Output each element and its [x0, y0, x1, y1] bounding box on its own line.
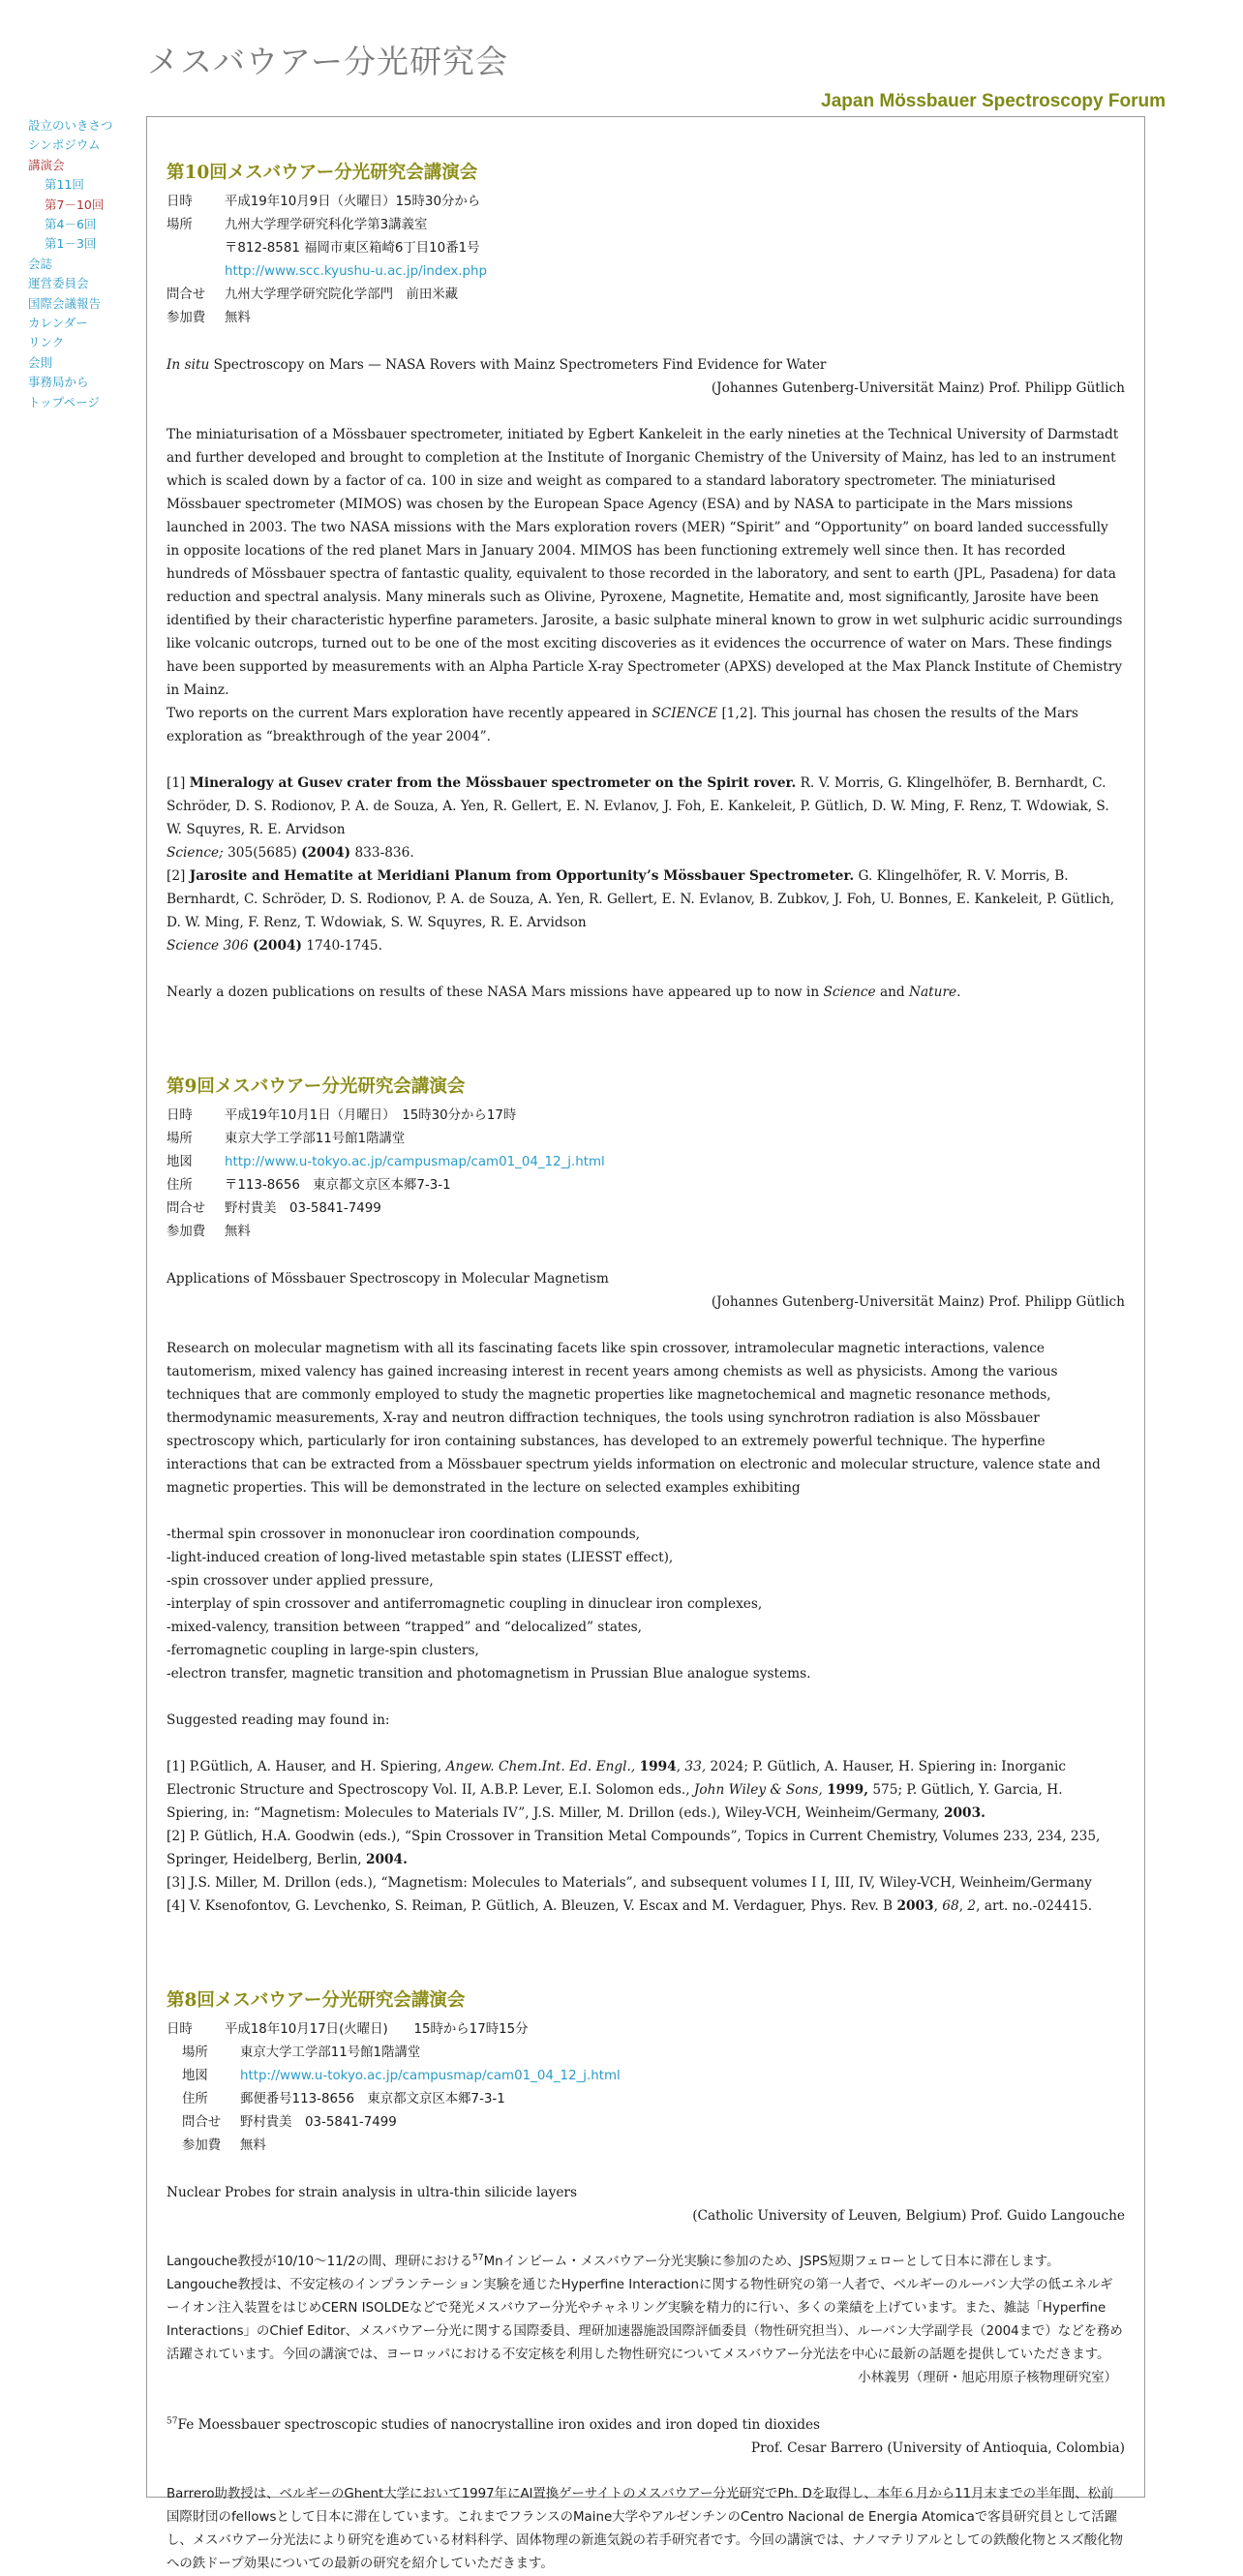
info-label: 参加費 — [167, 311, 206, 325]
event-info — [167, 2018, 1125, 2042]
topic-item: -light-induced creation of long-lived metastable spin states (LIESST effect), — [167, 1550, 674, 1565]
reading-1: [1] P.Gütlich, A. Hauser, and H. Spiering, Angew. Chem.Int. Ed. Engl., 1994, 33, 2024; P. Gütlich, A. Hauser, H. Spiering in: Inorganic Electronic Structure and Spectroscopy Vol. II, A.B.P. Lever, E.I. Solomon eds., John Wiley & Sons, 1999, 575; P. Gütlich, Y. Garcia, H. Spiering, in: “Magnetism: Molecules to Materials IV”, J.S. Miller, M. Drillon (eds.), Wiley-VCH, Weinheim/Germany, 2003. — [167, 1759, 1067, 1821]
sidebar-item-bylaws[interactable]: 会則 — [28, 354, 53, 370]
speaker: (Johannes Gutenberg-Universität Mainz) Prof. Philipp Gütlich — [711, 1294, 1125, 1310]
event-info — [167, 191, 1125, 330]
sidebar-item-links[interactable]: リンク — [28, 335, 65, 350]
lecture-title: Nuclear Probes for strain analysis in ultra-thin silicide layers — [167, 2185, 577, 2200]
abstract-reports: Two reports on the current Mars exploration have recently appeared in SCIENCE [1,2]. This journal has chosen the results of the Mars exploration as “breakthrough of the year 2004”. — [167, 706, 1078, 744]
reference-1: [1] Mineralogy at Gusev crater from the Mössbauer spectrometer on the Spirit rover. R. V. Morris, G. Klingelhöfer, B. Bernhardt, C. Schröder, D. S. Rodionov, P. A. de Souza, A. Yen, R. Gellert, E. N. Evlanov, J. Foh, E. Kankeleit, P. Gütlich, D. W. Ming, F. Renz, T. Wdowiak, S. W. Squyres, R. E. Arvidson — [167, 775, 1109, 837]
info-label: 住所 — [167, 1178, 193, 1193]
section-title: 第9回メスバウアー分光研究会講演会 — [167, 1076, 466, 1097]
speaker: (Catholic University of Leuven, Belgium) Prof. Guido Langouche — [692, 2208, 1125, 2224]
venue-link[interactable]: http://www.scc.kyushu-u.ac.jp/index.php — [225, 264, 488, 279]
sidebar-item-lecture-1-3[interactable]: 第1－3回 — [45, 236, 97, 252]
event-date: 平成19年10月1日（月曜日） 15時30分から17時 — [225, 1108, 517, 1123]
map-link[interactable]: http://www.u-tokyo.ac.jp/campusmap/cam01_04_12_j.html — [225, 1155, 605, 1169]
sidebar-item-top[interactable]: トップページ — [28, 394, 100, 409]
event-date: 平成18年10月17日(火曜日) 15時から17時15分 — [225, 2022, 529, 2037]
info-label: 場所 — [167, 1132, 193, 1146]
lecture-title: Applications of Mössbauer Spectroscopy in Molecular Magnetism — [167, 1271, 609, 1287]
sidebar-nav — [28, 116, 164, 412]
reference-2: [2] Jarosite and Hematite at Meridiani Planum from Opportunity’s Mössbauer Spectrometer. G. Klingelhöfer, R. V. Morris, B. Bernhardt, C. Schröder, D. S. Rodionov, P. A. de Souza, A. Yen, R. Gellert, E. N. Evlanov, B. Zubkov, J. Foh, U. Bonnes, E. Kankeleit, P. Gütlich, D. W. Ming, F. Renz, T. Wdowiak, S. W. Squyres, R. E. Arvidson — [167, 868, 1115, 930]
map-link[interactable]: http://www.u-tokyo.ac.jp/campusmap/cam01_04_12_j.html — [240, 2069, 621, 2083]
speaker-introduction: Langouche教授が10/10～11/2の間、理研における$^{57}$Mnインビーム・メスバウアー分光実験に参加のため、JSPS短期フェローとして日本に滞在します。Langouche教授は、不安定核のインプランテーション実験を通じたHyperfine Interactionに関する物性研究の第一人者で、ベルギーのルーバン大学の低エネルギーイオン注入装置をはじめCERN ISOLDEなどで発光メスバウアー分光やチャネリング実験を精力的に行い、多くの業績を上げています。また、雑誌「Hyperfine Interactions」のChief Editor、メスバウアー分光に関する国際委員、理研加速器施設国際評価委員（物性研究担当）、ルーバン大学副学長（2004まで）などを務め活躍されています。今回の講演では、ヨーロッパにおける不安定核を利用した物性研究についてメスバウアー分光法を中心に最新の話題を提供していただきます。 — [167, 2253, 1123, 2362]
topic-item: -spin crossover under applied pressure, — [167, 1573, 434, 1589]
event-place: 東京大学工学部11号館1階講堂 — [240, 2046, 421, 2060]
event-address: 郵便番号113-8656 東京都文京区本郷7-3-1 — [240, 2092, 505, 2106]
event-address: 〒113-8656 東京都文京区本郷7-3-1 — [225, 1178, 451, 1193]
event-contact: 九州大学理学研究院化学部門 前田米藏 — [225, 288, 459, 302]
topic-item: -ferromagnetic coupling in large-spin clusters, — [167, 1643, 479, 1658]
topic-item: -interplay of spin crossover and antiferromagnetic coupling in dinuclear iron complexes, — [167, 1596, 763, 1612]
reading-3: [3] J.S. Miller, M. Drillon (eds.), “Magnetism: Molecules to Materials”, and subsequent volumes I I, III, IV, Wiley-VCH, Weinheim/Germany — [167, 1875, 1092, 1891]
section-title: 第8回メスバウアー分光研究会講演会 — [167, 1990, 466, 2011]
section-title: 第10回メスバウアー分光研究会講演会 — [167, 163, 478, 183]
topic-item: -electron transfer, magnetic transition and photomagnetism in Prussian Blue analogue systems. — [167, 1666, 811, 1682]
event-address: 〒812-8581 福岡市東区箱崎6丁目10番1号 — [225, 241, 480, 256]
event-info-details — [167, 2042, 1125, 2158]
lecture-title: In situ Spectroscopy on Mars — NASA Rovers with Mainz Spectrometers Find Evidence for Water — [167, 357, 827, 373]
reading-intro: Suggested reading may found in: — [167, 1712, 390, 1728]
reading-4: [4] V. Ksenofontov, G. Levchenko, S. Reiman, P. Gütlich, A. Bleuzen, V. Escax and M. Verdaguer, Phys. Rev. B 2003, 68, 2, art. no.-024415. — [167, 1898, 1093, 1914]
sidebar-item-lectures[interactable]: 講演会 — [28, 157, 65, 172]
event-contact: 野村貴美 03-5841-7499 — [225, 1201, 381, 1216]
info-label: 日時 — [167, 2022, 193, 2037]
sidebar-item-symposium[interactable]: シンポジウム — [28, 137, 101, 153]
info-label: 住所 — [182, 2092, 208, 2106]
info-label: 日時 — [167, 1108, 193, 1123]
event-info — [167, 1105, 1125, 1244]
event-fee: 無料 — [240, 2138, 266, 2153]
lecture-section-10 — [167, 160, 1125, 1004]
info-label: 日時 — [167, 195, 193, 209]
main-content — [146, 116, 1145, 2571]
event-fee: 無料 — [225, 311, 251, 325]
closing-note: Nearly a dozen publications on results of these NASA Mars missions have appeared up to now in Science and Nature. — [167, 985, 961, 1000]
event-fee: 無料 — [225, 1225, 251, 1239]
event-date: 平成19年10月9日（火曜日）15時30分から — [225, 195, 481, 209]
introduction-signature: 小林義男（理研・旭応用原子核物理研究室） — [858, 2371, 1117, 2385]
info-label: 場所 — [182, 2046, 208, 2060]
sidebar-item-calendar[interactable]: カレンダー — [28, 316, 88, 331]
sidebar-item-committee[interactable]: 運営委員会 — [28, 276, 89, 291]
lecture-title: $^{57}$Fe Moessbauer spectroscopic studies of nanocrystalline iron oxides and iron doped tin dioxides — [167, 2416, 821, 2433]
site-title: メスバウアー分光研究会 — [147, 43, 509, 80]
topic-item: -mixed-valency, transition between “trapped” and “delocalized” states, — [167, 1620, 642, 1635]
event-place: 九州大学理学研究科化学第3講義室 — [225, 218, 428, 232]
sidebar-item-lecture-7-10[interactable]: 第7－10回 — [45, 197, 105, 212]
reference-2-source: Science 306 (2004) 1740-1745. — [167, 938, 382, 954]
event-contact: 野村貴美 03-5841-7499 — [240, 2115, 397, 2130]
abstract: The miniaturisation of a Mössbauer spectrometer, initiated by Egbert Kankeleit in the early nineties at the Technical University of Darmstadt and further developed and brought to completion at the Institute of Inorganic Chemistry of the University of Mainz, has led to an instrument which is scaled down by a factor of ca. 100 in size and weight as compared to a standard laboratory spectrometer. The miniaturised Mössbauer spectrometer (MIMOS) was chosen by the European Space Agency (ESA) and by NASA to participate in the Mars missions launched in 2003. The two NASA missions with the Mars exploration rovers (MER) “Spirit” and “Opportunity” on board landed successfully in opposite locations of the red planet Mars in January 2004. MIMOS has been functioning extremely well since then. It has recorded hundreds of Mössbauer spectra of fantastic quality, equivalent to those recorded in the laboratory, and sent to earth (JPL, Pasadena) for data reduction and spectral analysis. Many minerals such as Olivine, Pyroxene, Magnetite, Hematite and, most significantly, Jarosite have been identified by their characteristic hyperfine parameters. Jarosite, a basic sulphate mineral known to grow in wet sulphuric acidic surroundings like volcanic outcrops, turned out to be one of the most exciting discoveries as it evidences the occurrence of water on Mars. These findings have been supported by measurements with an Alpha Particle X-ray Spectrometer (APXS) developed at the Max Planck Institute of Chemistry in Mainz. — [167, 427, 1123, 698]
info-label: 地図 — [167, 1155, 193, 1169]
reading-2: [2] P. Gütlich, H.A. Goodwin (eds.), “Spin Crossover in Transition Metal Compounds”, Topics in Current Chemistry, Volumes 233, 234, 235, Springer, Heidelberg, Berlin, 2004. — [167, 1829, 1101, 1867]
event-place: 東京大学工学部11号館1階講堂 — [225, 1132, 406, 1146]
abstract: Research on molecular magnetism with all its fascinating facets like spin crossover, intramolecular magnetic interactions, valence tautomerism, mixed valency has gained increasing interest in recent years among chemists as well as physicists. Among the various techniques that are commonly employed to study the magnetic properties like magnetochemical and magnetic resonance methods, thermodynamic measurements, X-ray and neutron diffraction techniques, the tools using synchrotron radiation is also Mössbauer spectroscopy which, particularly for iron containing substances, has developed to an extremely powerful technique. The hyperfine interactions that can be extracted from a Mössbauer spectrum yields information on electronic and molecular structure, valence state and magnetic properties. This will be demonstrated in the lecture on selected examples exhibiting — [167, 1341, 1101, 1496]
info-label: 問合せ — [167, 1201, 206, 1216]
reference-1-source: Science; 305(5685) (2004) 833-836. — [167, 845, 414, 861]
lecture-section-9 — [167, 1074, 1125, 1918]
lecture-section-8 — [167, 1987, 1125, 2576]
speaker: (Johannes Gutenberg-Universität Mainz) Prof. Philipp Gütlich — [711, 380, 1125, 396]
sidebar-item-journal[interactable]: 会誌 — [28, 256, 53, 271]
site-subtitle: Japan Mössbauer Spectroscopy Forum — [821, 91, 1166, 111]
sidebar-item-founding[interactable]: 設立のいきさつ — [28, 118, 113, 133]
sidebar-item-office[interactable]: 事務局から — [28, 375, 89, 390]
info-label: 参加費 — [182, 2138, 222, 2153]
sidebar-item-conference-reports[interactable]: 国際会議報告 — [28, 295, 102, 311]
topic-item: -thermal spin crossover in mononuclear iron coordination compounds, — [167, 1527, 640, 1542]
sidebar-item-lecture-11[interactable]: 第11回 — [45, 177, 84, 193]
info-label: 場所 — [167, 218, 193, 232]
speaker-introduction: Barrero助教授は、ベルギーのGhent大学において1997年にAl置換ゲーサイトのメスバウアー分光研究でPh. Dを取得し、本年６月から11月末までの半年間、松前国際財団のfellowsとして日本に滞在しています。これまでフランスのMaine大学やアルゼンチンのCentro Nacional de Energia Atomicaで客員研究員として活躍し、メスバウアー分光法により研究を進めている材料科学、固体物理の新進気鋭の若手研究者です。今回の講演では、ナノマテリアルとしての鉄酸化物とスズ酸化物への鉄ドープ効果についての最新の研究を紹介していただきます。 — [167, 2487, 1123, 2571]
info-label: 参加費 — [167, 1225, 206, 1239]
speaker: Prof. Cesar Barrero (University of Antioquia, Colombia) — [750, 2440, 1125, 2456]
info-label: 地図 — [182, 2069, 208, 2083]
info-label: 問合せ — [167, 288, 206, 302]
sidebar-item-lecture-4-6[interactable]: 第4－6回 — [45, 217, 97, 232]
info-label: 問合せ — [182, 2115, 222, 2130]
